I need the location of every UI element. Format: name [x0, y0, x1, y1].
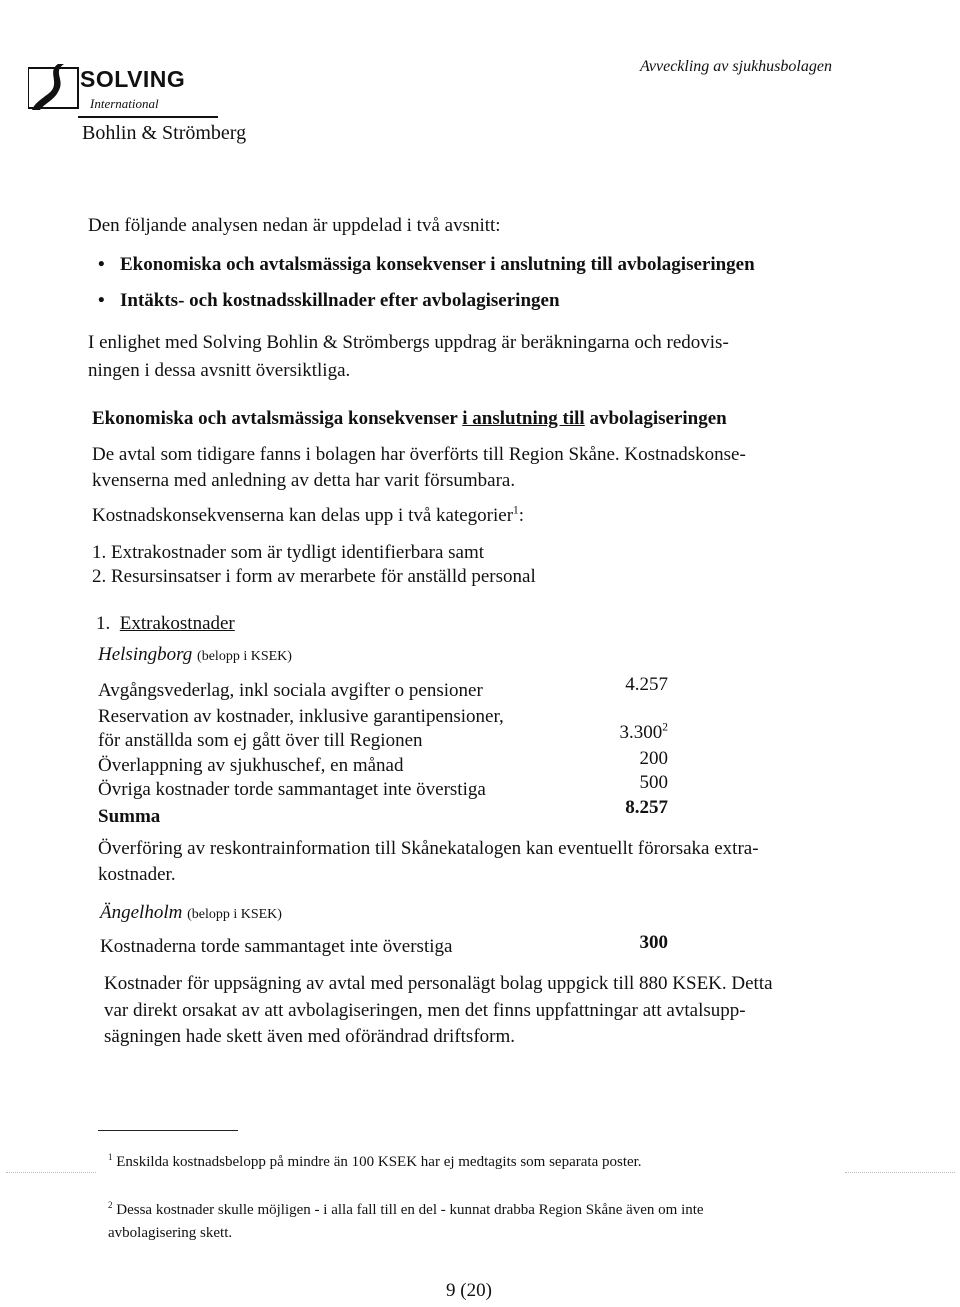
cost-row-label: Överlappning av sjukhuschef, en månad: [98, 755, 404, 776]
cost-row-amount: [578, 722, 668, 744]
intro-lead: Den följande analysen nedan är uppdelad i två avsnitt:: [88, 215, 501, 236]
logo-script: International: [90, 96, 159, 111]
footnote-rule: [98, 1130, 238, 1131]
footnote-1: [108, 1152, 642, 1172]
section-paragraph-2: [92, 505, 524, 528]
logo-rule: [78, 116, 218, 118]
solving-logo-icon: [28, 64, 80, 110]
helsingborg-label: Helsingborg: [98, 644, 193, 665]
extra-heading: [96, 613, 235, 636]
bullet-item-1: • Ekonomiska och avtalsmässiga konsekvenser i anslutning till avbolagiseringen: [120, 254, 755, 277]
cost-row-amount: 200: [639, 748, 668, 769]
cost-amount-value: 3.300: [619, 722, 663, 743]
sum-amount: 8.257: [625, 797, 668, 818]
category-item-2: 2. Resursinsatser i form av merarbete för anställd personal: [92, 566, 536, 587]
angelholm-row-label: Kostnaderna torde sammantaget inte överstiga: [100, 936, 453, 957]
sum-label: Summa: [98, 806, 161, 827]
cost-row-amount: 500: [639, 772, 668, 793]
paragraph-2-colon: :: [518, 505, 525, 526]
scan-dotted-line: [6, 1172, 96, 1174]
cost-row-label: Avgångsvederlag, inkl sociala avgifter o pensioner: [98, 680, 483, 701]
intro-paragraph-line-2: ningen i dessa avsnitt översiktliga.: [88, 360, 351, 381]
section-heading-part-2: avbolagiseringen: [584, 408, 727, 429]
section-paragraph-1-line-1: De avtal som tidigare fanns i bolagen har överförts till Region Skåne. Kostnadskonse-: [92, 444, 746, 465]
helsingborg-heading: [98, 644, 292, 667]
category-item-1: 1. Extrakostnader som är tydligt identifierbara samt: [92, 542, 485, 563]
transfer-note-line-2: kostnader.: [98, 864, 176, 885]
footnote-2-text: Dessa kostnader skulle möjligen - i alla fall till en del - kunnat drabba Region Skåne även om inte: [112, 1202, 704, 1218]
section-heading-underlined: i anslutning till: [462, 408, 585, 429]
cost-row-label: Reservation av kostnader, inklusive garantipensioner,: [98, 706, 504, 727]
company-name: Bohlin & Strömberg: [82, 122, 247, 144]
page-number: 9 (20): [446, 1280, 492, 1301]
running-head: Avveckling av sjukhusbolagen: [640, 58, 832, 75]
scan-dotted-line: [845, 1172, 955, 1174]
termination-note-line-1: Kostnader för uppsägning av avtal med personalägt bolag uppgick till 880 KSEK. Detta: [104, 973, 773, 994]
footnote-1-text: Enskilda kostnadsbelopp på mindre än 100 KSEK har ej medtagits som separata poster.: [112, 1154, 642, 1170]
extra-heading-text: Extrakostnader: [119, 613, 235, 634]
bullet-item-2: • Intäkts- och kostnadsskillnader efter avbolagiseringen: [120, 290, 560, 313]
footnote-ref-2: 2: [662, 721, 668, 734]
paragraph-2-text: Kostnadskonsekvenserna kan delas upp i två kategorier: [92, 505, 514, 526]
angelholm-heading: [100, 902, 282, 925]
logo-name: SOLVING: [80, 66, 186, 92]
footnote-2: [108, 1200, 704, 1220]
section-paragraph-1-line-2: kvenserna med anledning av detta har varit försumbara.: [92, 470, 516, 491]
section-heading: [92, 408, 727, 431]
intro-paragraph-line-1: I enlighet med Solving Bohlin & Strömbergs uppdrag är beräkningarna och redovis-: [88, 332, 729, 353]
footnote-2-continuation: avbolagisering skett.: [108, 1225, 233, 1241]
transfer-note-line-1: Överföring av reskontrainformation till Skånekatalogen kan eventuellt förorsaka extra-: [98, 838, 759, 859]
angelholm-row-amount: 300: [639, 932, 668, 953]
angelholm-unit: (belopp i KSEK): [187, 907, 282, 922]
footnote-2-number: 2: [108, 1200, 113, 1210]
cost-row-label: Övriga kostnader torde sammantaget inte överstiga: [98, 779, 486, 800]
footnote-1-number: 1: [108, 1152, 113, 1162]
helsingborg-unit: (belopp i KSEK): [197, 649, 292, 664]
termination-note-line-2: var direkt orsakat av att avbolagiseringen, men det finns uppfattningar att avtalsupp-: [104, 1000, 746, 1021]
cost-row-label: för anställda som ej gått över till Regionen: [98, 730, 423, 751]
section-heading-part-1: Ekonomiska och avtalsmässiga konsekvenser: [92, 408, 463, 429]
footnote-ref-1: 1: [513, 504, 519, 517]
extra-number: 1.: [96, 613, 111, 634]
angelholm-label: Ängelholm: [100, 902, 183, 923]
termination-note-line-3: sägningen hade skett även med oförändrad driftsform.: [104, 1026, 516, 1047]
cost-row-amount: 4.257: [625, 674, 668, 695]
